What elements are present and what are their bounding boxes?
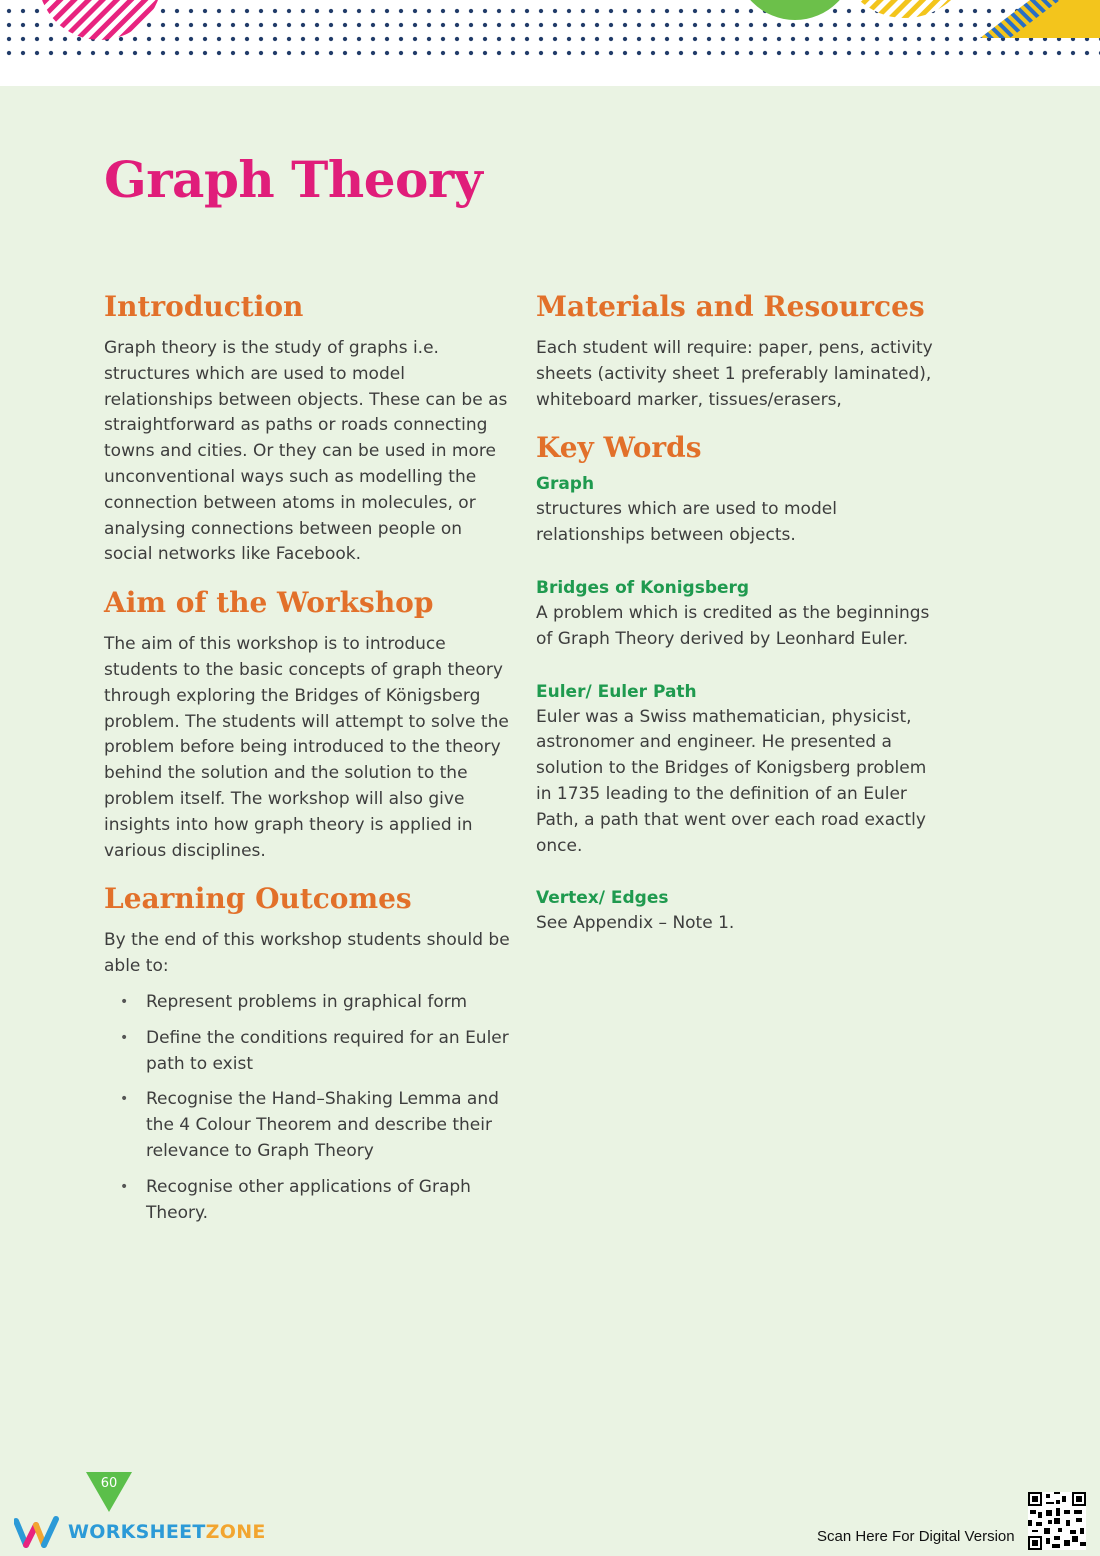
outcome-text: Define the conditions required for an Euler path to exist	[146, 1027, 509, 1074]
right-column	[536, 288, 946, 963]
qr-code-icon[interactable]	[1028, 1492, 1086, 1550]
page-number-badge	[84, 1470, 134, 1514]
bullet-icon: •	[120, 993, 129, 1010]
bullet-icon: •	[120, 1091, 129, 1108]
outcomes-intro: By the end of this workshop students should be able to:	[104, 930, 510, 977]
keywords-section	[536, 429, 946, 937]
decorative-shapes	[0, 0, 1100, 56]
keyword-definition: See Appendix – Note 1.	[536, 913, 735, 934]
logo-text-part1: WORKSHEET	[68, 1521, 206, 1543]
keywords-heading: Key Words	[536, 431, 702, 465]
outcomes-section	[104, 880, 514, 1226]
outcome-text: Recognise other applications of Graph Theory.	[146, 1176, 471, 1223]
page-number: 60	[100, 1476, 118, 1491]
left-column	[104, 288, 514, 1236]
scan-here-text: Scan Here For Digital Version	[817, 1528, 1015, 1545]
keyword-term: Vertex/ Edges	[536, 888, 669, 909]
outcomes-list	[104, 990, 514, 1226]
keyword-definition: Euler was a Swiss mathematician, physicist, astronomer and engineer. He presented a solution to the Bridges of Konigsberg problem in 1735 leading to the definition of an Euler Path, a path that went over each road exactly once.	[536, 706, 927, 856]
keyword-entry	[536, 471, 946, 549]
keyword-definition: structures which are used to model relationships between objects.	[536, 499, 837, 546]
bullet-icon: •	[120, 1178, 129, 1195]
page-title: Graph Theory	[104, 150, 483, 209]
list-item	[104, 990, 514, 1016]
list-item	[104, 1026, 514, 1078]
top-banner	[0, 0, 1100, 86]
bullet-icon: •	[120, 1029, 129, 1046]
logo-text-part2: ZONE	[205, 1521, 266, 1543]
list-item	[104, 1087, 514, 1164]
keyword-term: Bridges of Konigsberg	[536, 577, 750, 598]
materials-section	[536, 288, 946, 413]
logo-text	[68, 1521, 266, 1543]
outcome-text: Recognise the Hand–Shaking Lemma and the 4 Colour Theorem and describe their relevance to Graph Theory	[146, 1089, 499, 1161]
keyword-entry	[536, 679, 946, 860]
yellow-striped-circle	[837, 0, 973, 18]
keyword-term: Euler/ Euler Path	[536, 681, 697, 702]
w-logo-icon	[14, 1515, 60, 1549]
outcomes-heading: Learning Outcomes	[104, 882, 412, 916]
keyword-entry	[536, 885, 946, 937]
outcome-text: Represent problems in graphical form	[146, 991, 468, 1012]
list-item	[104, 1175, 514, 1227]
aim-heading: Aim of the Workshop	[104, 586, 434, 620]
green-circle	[735, 0, 855, 20]
keyword-entry	[536, 575, 946, 653]
introduction-section	[104, 288, 514, 568]
keyword-definition: A problem which is credited as the beginnings of Graph Theory derived by Leonhard Euler.	[536, 602, 930, 649]
introduction-text: Graph theory is the study of graphs i.e. structures which are used to model relationships between objects. These can be as straightforward as paths or roads connecting towns and cities. Or they can be used in more unconventional ways such as modelling the connection between atoms in molecules, or analysing connections between people on social networks like Facebook.	[104, 338, 508, 565]
introduction-heading: Introduction	[104, 290, 304, 323]
keyword-term: Graph	[536, 474, 595, 495]
aim-text: The aim of this workshop is to introduce students to the basic concepts of graph theory through exploring the Bridges of Königsberg problem. The students will attempt to solve the problem before being introduced to the theory behind the solution and the solution to the problem itself. The workshop will also give insights into how graph theory is applied in various disciplines.	[104, 634, 509, 861]
materials-heading: Materials and Resources	[536, 290, 925, 323]
worksheetzone-logo[interactable]	[14, 1512, 266, 1552]
aim-section	[104, 584, 514, 864]
materials-text: Each student will require: paper, pens, activity sheets (activity sheet 1 preferably laminated), whiteboard marker, tissues/erasers,	[536, 338, 933, 410]
pink-striped-circle	[38, 0, 162, 40]
